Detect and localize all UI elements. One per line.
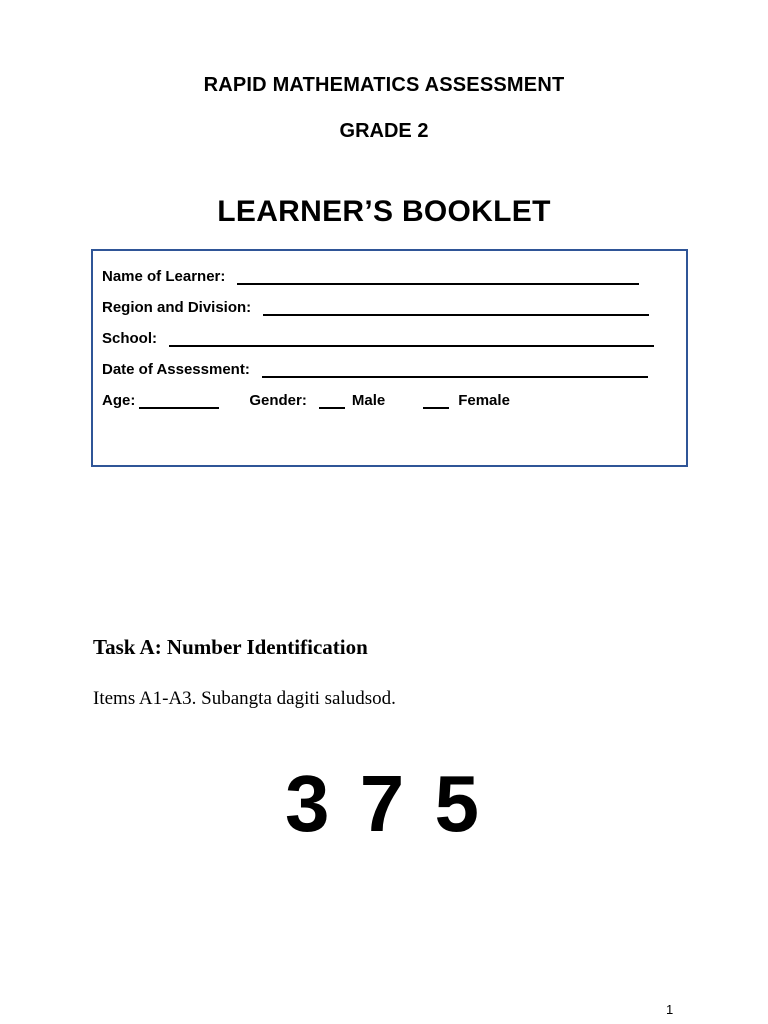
school-field-line[interactable] — [169, 331, 654, 347]
learner-info-box — [91, 249, 688, 467]
name-field-line[interactable] — [237, 269, 639, 285]
date-field-line[interactable] — [262, 362, 648, 378]
date-row — [102, 361, 648, 378]
school-row — [102, 330, 654, 347]
male-label: Male — [351, 392, 386, 409]
age-gender-row — [102, 392, 510, 409]
task-instructions: Items A1-A3. Subangta dagiti saludsod. — [93, 688, 396, 709]
assessment-title: RAPID MATHEMATICS ASSESSMENT — [203, 74, 565, 96]
task-title: Task A: Number Identification — [93, 635, 368, 659]
identification-number: 3 7 5 — [285, 759, 483, 848]
region-field-line[interactable] — [263, 300, 649, 316]
school-label: School: — [102, 330, 157, 347]
female-label: Female — [458, 392, 510, 409]
gender-label: Gender: — [249, 392, 307, 409]
region-label: Region and Division: — [102, 299, 252, 316]
age-label: Age: — [102, 392, 136, 409]
page-number: 1 — [666, 1002, 674, 1017]
grade-heading: GRADE 2 — [339, 120, 429, 142]
date-label: Date of Assessment: — [102, 361, 250, 378]
region-row — [102, 299, 649, 316]
booklet-title: LEARNER’S BOOKLET — [217, 195, 551, 228]
age-field-line[interactable] — [139, 393, 219, 409]
male-checkbox-line[interactable] — [319, 393, 345, 409]
name-row — [102, 268, 639, 285]
name-label: Name of Learner: — [102, 268, 226, 285]
female-checkbox-line[interactable] — [423, 393, 449, 409]
